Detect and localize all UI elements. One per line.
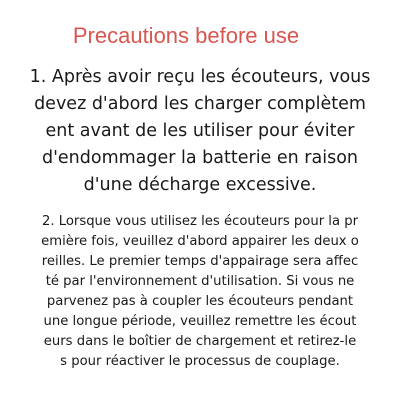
precaution-item-1 [0, 64, 400, 199]
paragraph-line: s pour réactiver le processus de couplage. [60, 354, 340, 369]
paragraph-line: eurs dans le boîtier de chargement et retirez-le [43, 334, 357, 349]
paragraph-line: ent avant de les utiliser pour éviter [45, 121, 355, 141]
precaution-item-2 [0, 212, 400, 372]
page-title: Precautions before use [72, 23, 300, 48]
paragraph-line: 2. Lorsque vous utilisez les écouteurs pour la pr [41, 214, 359, 229]
paragraph-line: une longue période, veuillez remettre les écout [43, 314, 357, 329]
paragraph-line: devez d'abord les charger complètem [34, 94, 366, 114]
paragraph-line: parvenez pas à coupler les écouteurs pendant [46, 294, 354, 309]
paragraph-line: reilles. Le premier temps d'appairage sera affec [41, 254, 359, 269]
paragraph-line: d'une décharge excessive. [83, 175, 317, 195]
paragraph-line: 1. Après avoir reçu les écouteurs, vous [29, 67, 371, 87]
paragraph-line: d'endommager la batterie en raison [41, 148, 359, 168]
paragraph-line: emière fois, veuillez d'abord appairer les deux o [41, 234, 359, 249]
paragraph-line: té par l'environnement d'utilisation. Si vous ne [45, 274, 355, 289]
